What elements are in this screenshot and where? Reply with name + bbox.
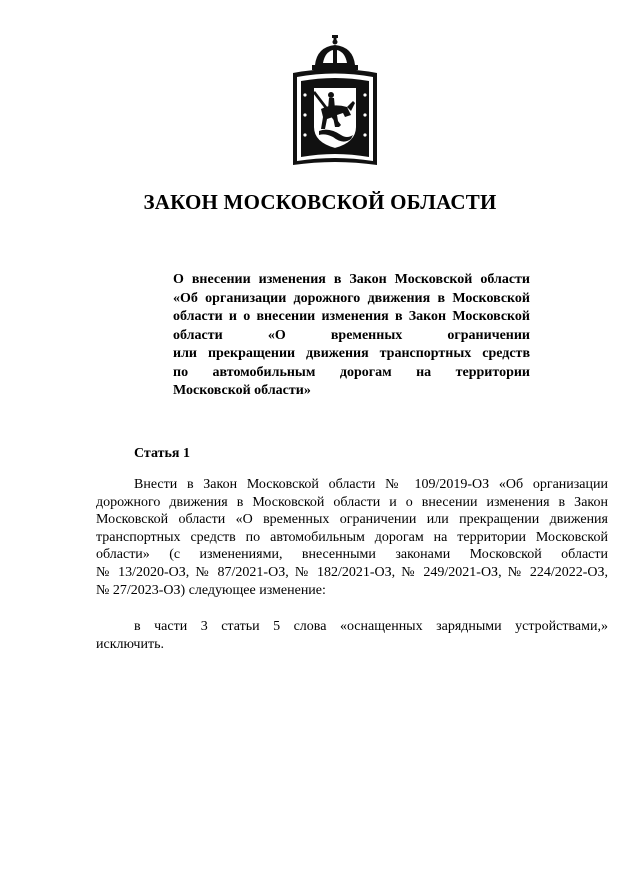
law-title: ЗАКОН МОСКОВСКОЙ ОБЛАСТИ [143, 190, 497, 214]
paragraph-line: области» (с изменениями, внесенными законами Московской области [96, 547, 608, 563]
paragraph-line: в части 3 статьи 5 слова «оснащенных зарядными устройствами,» [134, 619, 608, 634]
subject-line: области «О временных ограничении [173, 327, 530, 343]
subject-line: «Об организации дорожного движения в Московской [173, 290, 530, 306]
paragraph-line: транспортных средств по автомобильным дорогам на территории Московской [96, 529, 608, 545]
paragraph-line: № 27/2023-ОЗ) следующее изменение: [96, 582, 326, 598]
subject-line: или прекращении движения транспортных средств [173, 346, 530, 361]
subject-line: Московской области» [173, 383, 311, 398]
paragraph-line: дорожного движения в Московской области и о внесении изменения в Закон [96, 494, 608, 510]
subject-line: по автомобильным дорогам на территории [173, 364, 530, 380]
paragraph-line: № 13/2020-ОЗ, № 87/2021-ОЗ, № 182/2021-ОЗ, № 249/2021-ОЗ, № 224/2022-ОЗ, [96, 564, 608, 580]
subject-line: области и о внесении изменения в Закон Московской [173, 309, 530, 324]
subject-line: О внесении изменения в Закон Московской области [173, 272, 530, 287]
paragraph-line: Московской области «О временных ограничении или прекращении движения [96, 512, 608, 528]
moscow-oblast-coat-of-arms-icon [285, 35, 385, 170]
article-heading: Статья 1 [134, 446, 190, 461]
amendment-paragraph [96, 618, 608, 653]
article-paragraph [96, 476, 608, 599]
paragraph-line: Внести в Закон Московской области № 109/2019-ОЗ «Об организации [134, 477, 608, 492]
law-subject [173, 271, 530, 401]
paragraph-line: исключить. [96, 636, 164, 652]
